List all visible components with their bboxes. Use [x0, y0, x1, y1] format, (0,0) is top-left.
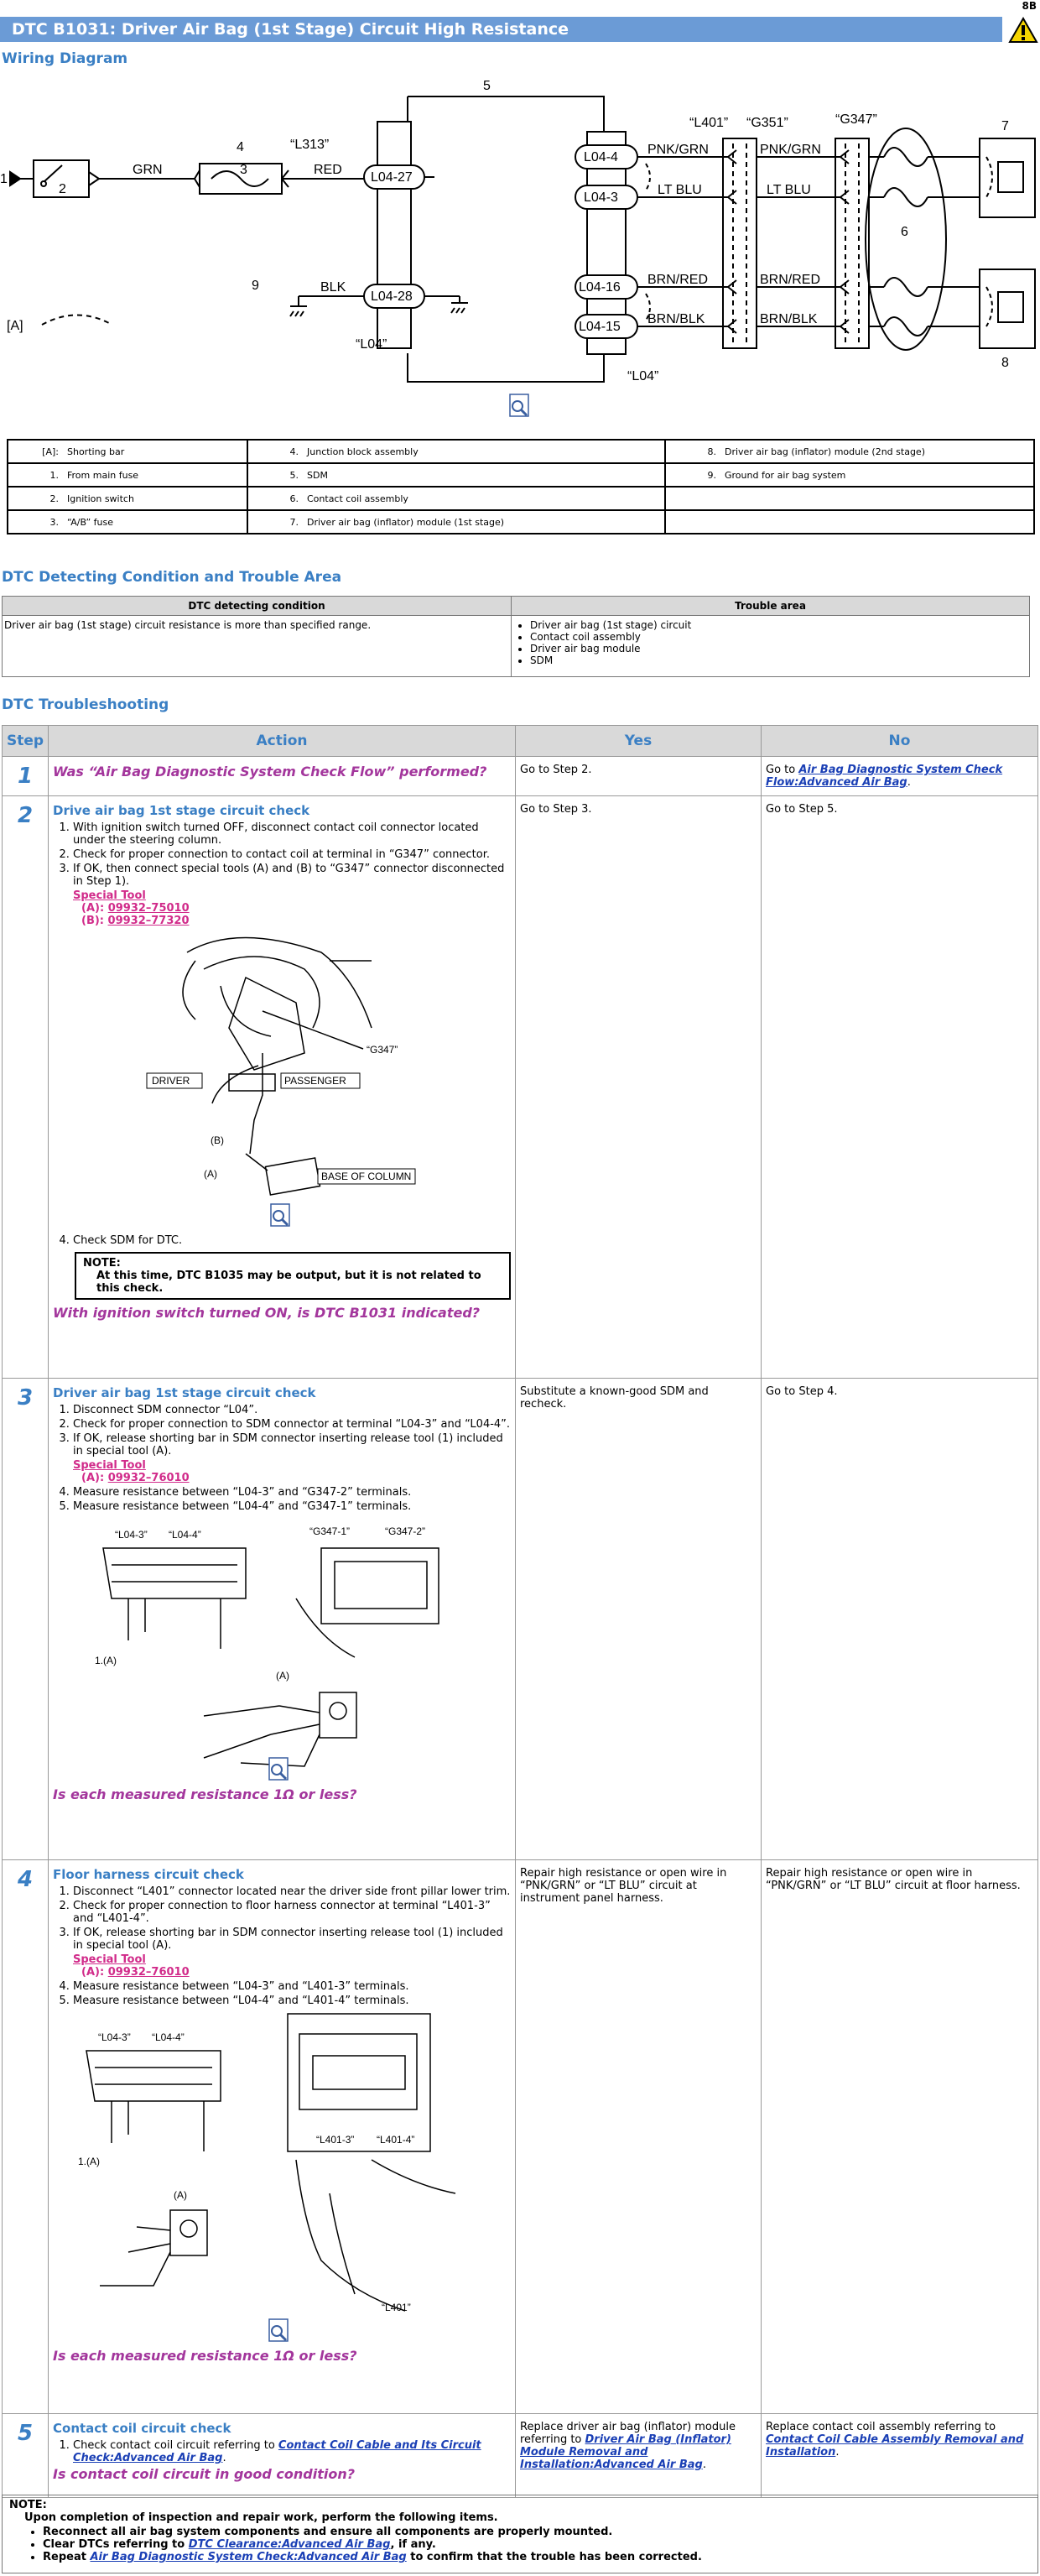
- svg-text:BRN/BLK: BRN/BLK: [647, 312, 705, 326]
- svg-text:“G347-2”: “G347-2”: [385, 1525, 426, 1537]
- svg-text:LT BLU: LT BLU: [767, 183, 811, 197]
- page-code: 8B: [1022, 0, 1037, 12]
- svg-text:“L04-3”: “L04-3”: [115, 1529, 148, 1541]
- svg-text:[A]: [A]: [7, 319, 23, 333]
- svg-text:BRN/RED: BRN/RED: [760, 273, 821, 287]
- svg-text:(A): (A): [174, 2189, 187, 2201]
- svg-text:L04-16: L04-16: [579, 280, 621, 295]
- svg-text:3: 3: [240, 163, 247, 177]
- wiring-diagram: [0, 71, 1040, 424]
- svg-text:BASE OF COLUMN: BASE OF COLUMN: [321, 1171, 412, 1182]
- svg-text:“G351”: “G351”: [746, 116, 788, 130]
- svg-text:“L04”: “L04”: [356, 337, 387, 352]
- zoom-icon: [271, 1204, 289, 1226]
- svg-text:(B): (B): [211, 1134, 224, 1146]
- svg-text:“L401-4”: “L401-4”: [377, 2134, 415, 2146]
- svg-text:“L401”: “L401”: [382, 2302, 411, 2313]
- svg-text:BRN/BLK: BRN/BLK: [760, 312, 818, 326]
- troubleshooting-heading: DTC Troubleshooting: [2, 696, 169, 713]
- svg-text:“L04-4”: “L04-4”: [169, 1529, 201, 1541]
- svg-text:“L04-3”: “L04-3”: [98, 2031, 131, 2043]
- link-check-flow[interactable]: Air Bag Diagnostic System Check Flow:Advanced Air Bag: [766, 764, 1003, 789]
- svg-text:(A): (A): [204, 1168, 217, 1180]
- step3-figure: [53, 1515, 506, 1783]
- link-airbag-module-removal[interactable]: Driver Air Bag (Inflator) Module Removal and Installation:Advanced Air Bag: [520, 2433, 731, 2471]
- svg-text:L04-28: L04-28: [371, 289, 413, 304]
- troubleshooting-table: Step Action Yes No 1 Was “Air Bag Diagnostic System Check Flow” performed? Go to Step 2. Go to Air Bag Diagnostic System Check Flow:Advanced Air Bag. 2 Drive air bag 1st stage circuit check 1. With ignition switch turned OFF, disconnect contact coil connector located under the steering column. 2. Check for proper connection to contact coil at terminal in “G347” connector. 3. If OK, then connect special tools (A) and (B) to “G347” connector disconnected in Step 1). Special Tool (A): 09932–75010 (B): 09932–77320 DRIVER PASSENGER “G347” (B) (A) BASE OF COLUMN 4. Check SDM for DTC. NOTE: At this time, DTC B1035 may be output, but it is not related to this check. With ignition switch turned ON, is DTC B1031 indicated? Go to Step 3. Go to Step 5. 3 Driver air bag 1st stage circuit check 1. Disconnect SDM connector “L04”. 2. Check for proper connection to SDM connector at terminal “L04-3” and “L04-4”. 3. If OK, release shorting bar in SDM connector inserting release tool (1) included in special tool (A). Special Tool (A): 09932–76010 4. Measure resistance between “L04-3” and “G347-2” terminals. 5. Measure resistance between “L04-4” and “G347-1” terminals. “L04-3” “L04-4” “G347-1” “G347-2” 1.(A) (A) Is each measured resistance 1Ω or less? Substitute a known-good SDM and recheck. Go to Step 4. 4 Floor harness circuit check 1. Disconnect “L401” connector located near the driver side front pillar lower trim. 2. Check for proper connection to floor harness connector at terminal “L401-3” and “L401-4”. 3. If OK, release shorting bar in SDM connector inserting release tool (1) included in special tool (A). Special Tool (A): 09932–76010 4. Measure resistance between “L04-3” and “L401-3” terminals. 5. Measure resistance between “L04-4” and “L401-4” terminals. “L04-3” “L04-4” “L401-3” “L401-4” “L401” 1.(A) (A) Is each measured resistance 1Ω or less? Repair high resistance or open wire in “PNK/GRN” or “LT BLU” circuit at instrument panel harness. Repair high resistance or open wire in “PNK/GRN” or “LT BLU” circuit at floor harness. 5 Contact coil circuit check 1. Check contact coil circuit referring to Contact Coil Cable and Its Circuit Check:Advanced Air Bag. Is contact coil circuit in good condition? Replace driver air bag (inflator) module referring to Driver Air Bag (Inflator) Module Removal and Installation:Advanced Air Bag. Replace contact coil assembly referring to Contact Coil Cable Assembly Removal and Installation.: [2, 725, 1038, 2498]
- svg-text:1.(A): 1.(A): [78, 2156, 101, 2167]
- note-box: NOTE: At this time, DTC B1035 may be output, but it is not related to this check.: [75, 1252, 511, 1300]
- zoom-icon: [269, 1758, 288, 1780]
- svg-text:“L04-4”: “L04-4”: [152, 2031, 185, 2043]
- step4-figure: [53, 2009, 506, 2344]
- svg-text:BLK: BLK: [320, 280, 346, 295]
- svg-text:L04-15: L04-15: [579, 320, 621, 334]
- svg-text:“L401-3”: “L401-3”: [316, 2134, 355, 2146]
- warning-icon: [1008, 17, 1038, 44]
- link-diagnostic-check[interactable]: Air Bag Diagnostic System Check:Advanced Air Bag: [90, 2551, 407, 2563]
- svg-text:L04-3: L04-3: [584, 190, 618, 205]
- diagram-legend: [A]: Shorting bar 4. Junction block assembly 8. Driver air bag (inflator) module (2nd stage) 1. From main fuse 5. SDM 9. Ground for air bag system 2. Ignition switch 6. Contact coil assembly 3. “A/B” fuse 7. Driver air bag (inflator) module (1st stage): [7, 439, 1035, 534]
- svg-text:GRN: GRN: [133, 163, 163, 177]
- svg-text:5: 5: [483, 79, 491, 93]
- step2-figure: [53, 927, 506, 1229]
- svg-text:BRN/RED: BRN/RED: [647, 273, 709, 287]
- svg-text:LT BLU: LT BLU: [658, 183, 702, 197]
- svg-text:(A): (A): [276, 1670, 289, 1682]
- condition-heading: DTC Detecting Condition and Trouble Area: [2, 569, 342, 586]
- svg-text:DRIVER: DRIVER: [152, 1075, 190, 1087]
- svg-text:PASSENGER: PASSENGER: [284, 1075, 346, 1087]
- zoom-icon: [269, 2319, 288, 2341]
- svg-text:2: 2: [59, 182, 66, 196]
- wiring-diagram-heading: Wiring Diagram: [2, 50, 128, 67]
- link-contact-coil-removal[interactable]: Contact Coil Cable Assembly Removal and Installation: [766, 2433, 1024, 2459]
- svg-text:L04-4: L04-4: [584, 150, 618, 164]
- zoom-icon: [510, 394, 528, 416]
- svg-text:L04-27: L04-27: [371, 170, 413, 185]
- svg-text:8: 8: [1001, 356, 1009, 370]
- svg-text:“G347-1”: “G347-1”: [309, 1525, 351, 1537]
- svg-text:PNK/GRN: PNK/GRN: [760, 143, 821, 157]
- final-note: NOTE: Upon completion of inspection and repair work, perform the following items. • Reconnect all air bag system components and ensure all components are properly mounted. • Clear DTCs referring to DTC Clearance:Advanced Air Bag, if any. • Repeat Air Bag Diagnostic System Check:Advanced Air Bag to confirm that the trouble has been corrected.: [2, 2495, 1038, 2573]
- svg-text:4: 4: [237, 140, 244, 154]
- svg-text:RED: RED: [314, 163, 342, 177]
- svg-text:1: 1: [0, 172, 8, 186]
- condition-table: DTC detecting condition Trouble area Driver air bag (1st stage) circuit resistance is more than specified range. • Driver air bag (1st stage) circuit • Contact coil assembly • Driver air bag module • SDM: [2, 596, 1030, 677]
- svg-text:“L401”: “L401”: [689, 116, 729, 130]
- svg-text:7: 7: [1001, 119, 1009, 133]
- svg-text:6: 6: [901, 225, 908, 239]
- link-dtc-clearance[interactable]: DTC Clearance:Advanced Air Bag: [188, 2538, 391, 2551]
- svg-text:“G347”: “G347”: [367, 1044, 398, 1056]
- svg-text:9: 9: [252, 279, 259, 293]
- svg-text:“G347”: “G347”: [835, 112, 877, 127]
- svg-text:1.(A): 1.(A): [95, 1655, 117, 1666]
- svg-text:“L04”: “L04”: [627, 369, 659, 383]
- svg-text:“L313”: “L313”: [290, 138, 330, 152]
- page-title: DTC B1031: Driver Air Bag (1st Stage) Circuit High Resistance: [0, 17, 1002, 42]
- link-contact-coil-check[interactable]: Contact Coil Cable and Its Circuit Check:Advanced Air Bag: [73, 2439, 481, 2464]
- svg-text:PNK/GRN: PNK/GRN: [647, 143, 709, 157]
